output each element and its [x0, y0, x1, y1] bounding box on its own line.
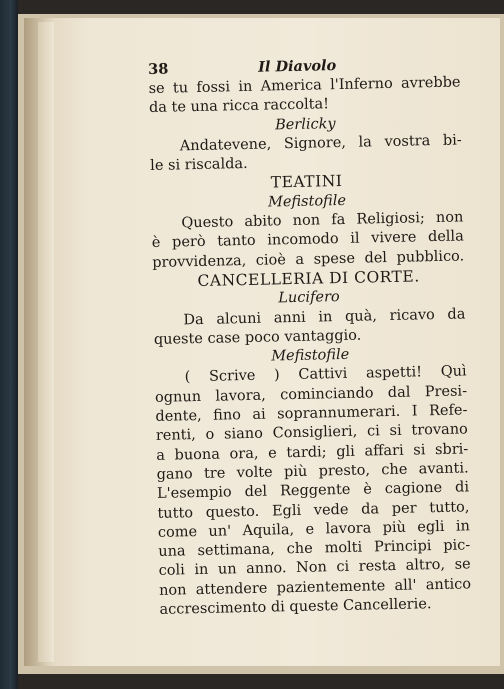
text-line: tutto questo. Egli vede da per tutto, — [157, 498, 470, 522]
speaker-name: Lucifero — [278, 289, 340, 307]
page-number: 38 — [148, 60, 169, 78]
text-line: coli in un anno. Non ci resta altro, se — [158, 556, 471, 580]
speaker-name: Mefistofile — [267, 192, 347, 211]
text-line: Andatevene, Signore, la vostra bi- — [179, 132, 462, 155]
text-line: queste case poco vantaggio. — [153, 327, 362, 348]
text-line: provvidenza, cioè a spese del pubblico. — [152, 248, 465, 271]
book-spine — [0, 0, 18, 689]
text-line: se tu fossi in America l'Inferno avrebbe — [148, 74, 461, 97]
page-text — [148, 53, 472, 620]
text-line: non attendere pazientemente all' antico — [158, 576, 472, 599]
text-line: da te una ricca raccolta! — [148, 96, 330, 117]
text-line: gano tre volte più presto, che avanti. — [156, 460, 469, 483]
text-line: come un' Aquila, e lavora più egli in — [157, 518, 471, 541]
page-gutter — [38, 22, 54, 662]
section-heading: TEATINI — [270, 172, 343, 192]
text-line: dente, fino ai soprannumerari. I Refe- — [155, 402, 468, 425]
text-line: renti, o siano Consiglieri, ci si trovano — [155, 421, 468, 445]
text-line: Questo abito non fa Religiosi; non — [181, 209, 464, 232]
running-title: Il Diavolo — [257, 57, 337, 76]
speaker-name: Berlicky — [274, 115, 336, 133]
text-line: è però tanto incomodo il vivere della — [151, 228, 464, 252]
text-line: accrescimento di queste Cancellerie. — [159, 596, 432, 618]
text-line: ognun lavora, cominciando dal Presi- — [154, 383, 468, 406]
text-line: le si riscalda. — [150, 156, 248, 175]
text-line: a buona ora, e tardi; gli affari si sbri- — [156, 441, 469, 464]
text-line: ( Scrive ) Cattivi aspetti! Quì — [184, 363, 467, 386]
text-line: L'esempio del Reggente è cagione di — [156, 479, 470, 503]
speaker-name: Mefistofile — [271, 347, 350, 365]
text-line: Da alcuni anni in quà, ricavo da — [183, 305, 466, 328]
section-heading: CANCELLERIA DI CORTE. — [197, 267, 420, 290]
text-line: una settimana, che molti Principi pic- — [158, 537, 471, 561]
